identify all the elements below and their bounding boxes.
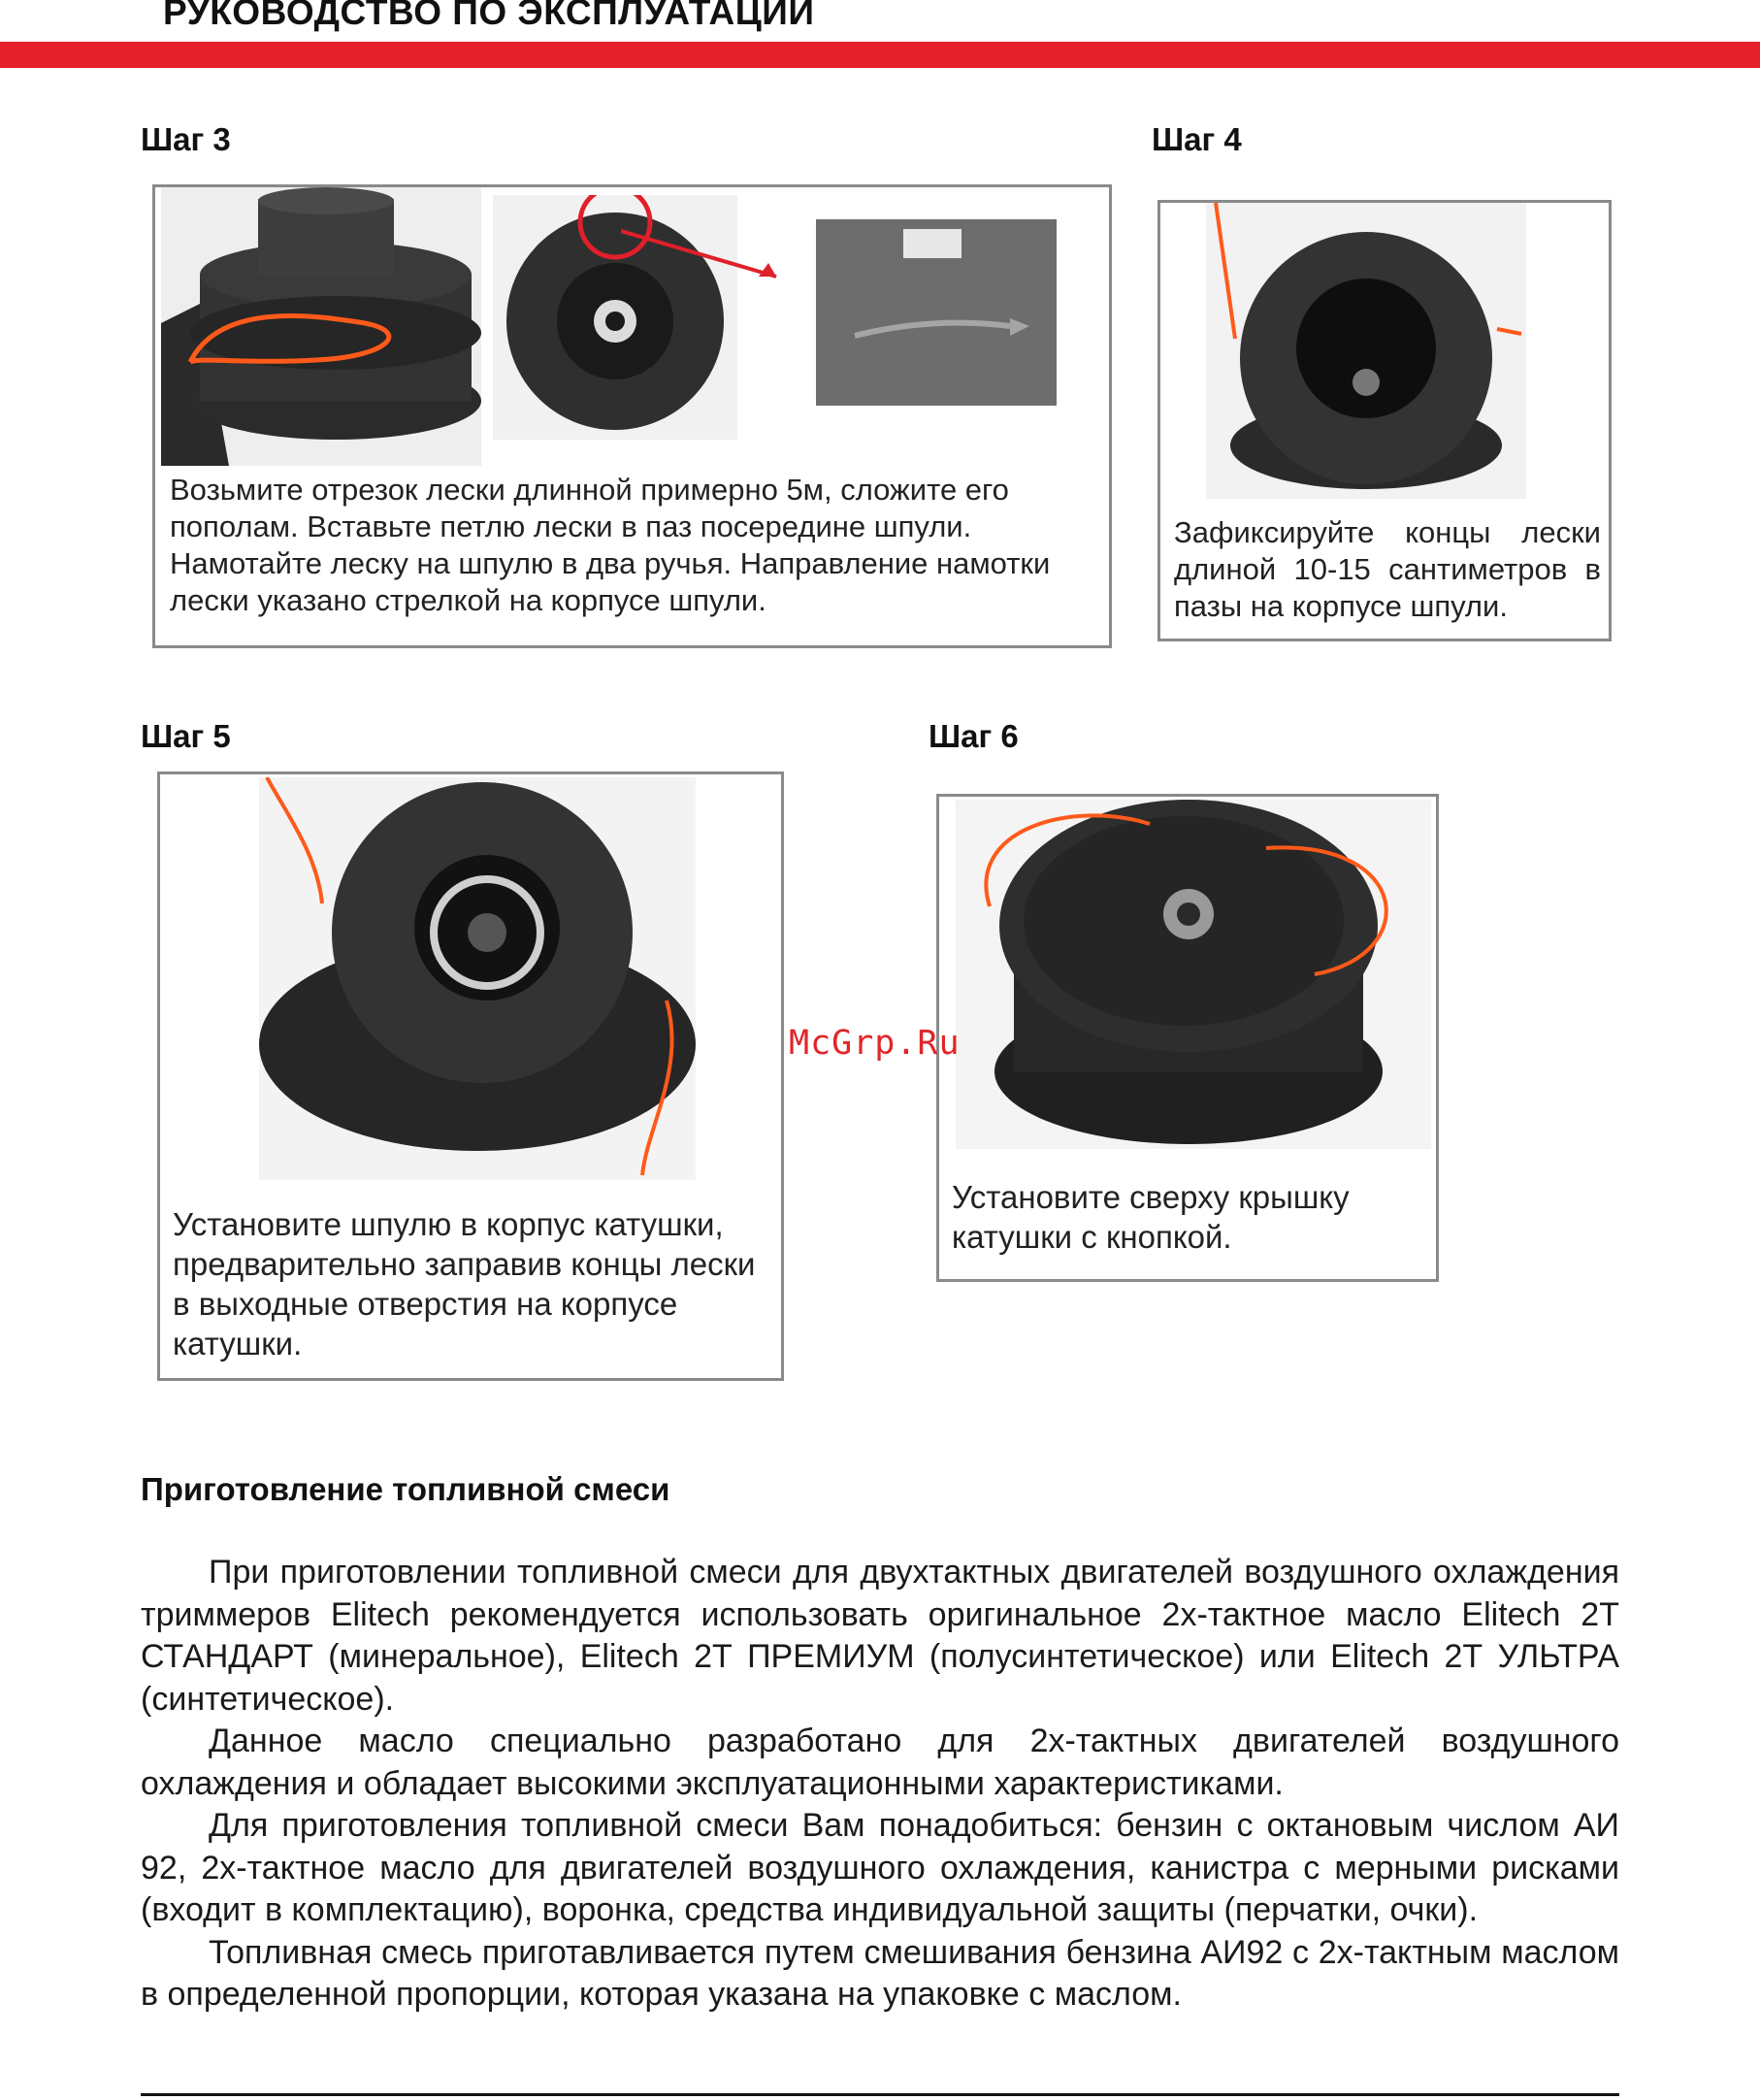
step-3-photo-spool-winding bbox=[161, 187, 481, 466]
step-3-title: Шаг 3 bbox=[141, 121, 231, 157]
step-6-title: Шаг 6 bbox=[929, 718, 1019, 754]
header-red-bar bbox=[0, 42, 1760, 68]
paragraph: При приготовлении топливной смеси для двухтактных двигателей воздушного охлаждения триммеров Elitech рекомендуется использовать оригинальное 2х-тактное масло Elitech 2Т СТАНДАРТ (минеральное), Elitech 2Т ПРЕМИУМ (полусинтетическое) или Elitech 2Т УЛЬТРА (синтетическое). bbox=[141, 1554, 1619, 1718]
step-4-title: Шаг 4 bbox=[1152, 121, 1242, 157]
paragraph: Для приготовления топливной смеси Вам понадобиться: бензин с октановым числом АИ 92, 2х-тактное масло для двигателей воздушного охлаждения, канистра с мерными рисками (входит в комплектацию), воронка, средства индивидуальной защиты (перчатки, очки). bbox=[141, 1807, 1619, 1928]
step-3-box bbox=[152, 184, 1112, 648]
step-4-photo-fixed-line bbox=[1206, 203, 1526, 499]
step-5-box bbox=[157, 771, 784, 1381]
step-6-photo-cap-installed bbox=[956, 800, 1431, 1149]
step-5-title: Шаг 5 bbox=[141, 718, 231, 754]
step-6-box bbox=[936, 794, 1439, 1282]
step-5-photo-spool-in-housing bbox=[259, 777, 696, 1180]
step-6-caption: Установите сверху крышку катушки с кнопкой. bbox=[952, 1179, 1350, 1255]
watermark: McGrp.Ru bbox=[789, 1024, 961, 1063]
step-3-caption: Возьмите отрезок лески длинной примерно 5м, сложите его пополам. Вставьте петлю лески в паз посередине шпули. Намотайте леску на шпулю в два ручья. Направление намотки лески указано стрелкой на корпусе шпули. bbox=[170, 473, 1051, 617]
step-3-photo-arrow-closeup bbox=[816, 219, 1057, 406]
paragraph: Топливная смесь приготавливается путем смешивания бензина АИ92 с 2х-тактным маслом в определенной пропорции, которая указана на упаковке с маслом. bbox=[141, 1933, 1619, 2013]
step-3-red-arrow bbox=[621, 226, 786, 284]
paragraph: Данное масло специально разработано для 2х-тактных двигателей воздушного охлаждения и обладает высокими эксплуатационными характеристиками. bbox=[141, 1723, 1619, 1802]
page-header-title: РУКОВОДСТВО ПО ЭКСПЛУАТАЦИИ bbox=[163, 0, 815, 32]
footer-divider bbox=[141, 2093, 1619, 2096]
step-4-caption: Зафиксируйте концы лески длиной 10-15 сантиметров в пазы на корпусе шпули. bbox=[1174, 515, 1601, 623]
section-title: Приготовление топливной смеси bbox=[141, 1471, 670, 1507]
step-5-caption: Установите шпулю в корпус катушки, предварительно заправив концы лески в выходные отверстия на корпусе катушки. bbox=[173, 1206, 756, 1362]
section-body bbox=[141, 1552, 1619, 2017]
step-4-box bbox=[1157, 200, 1612, 641]
